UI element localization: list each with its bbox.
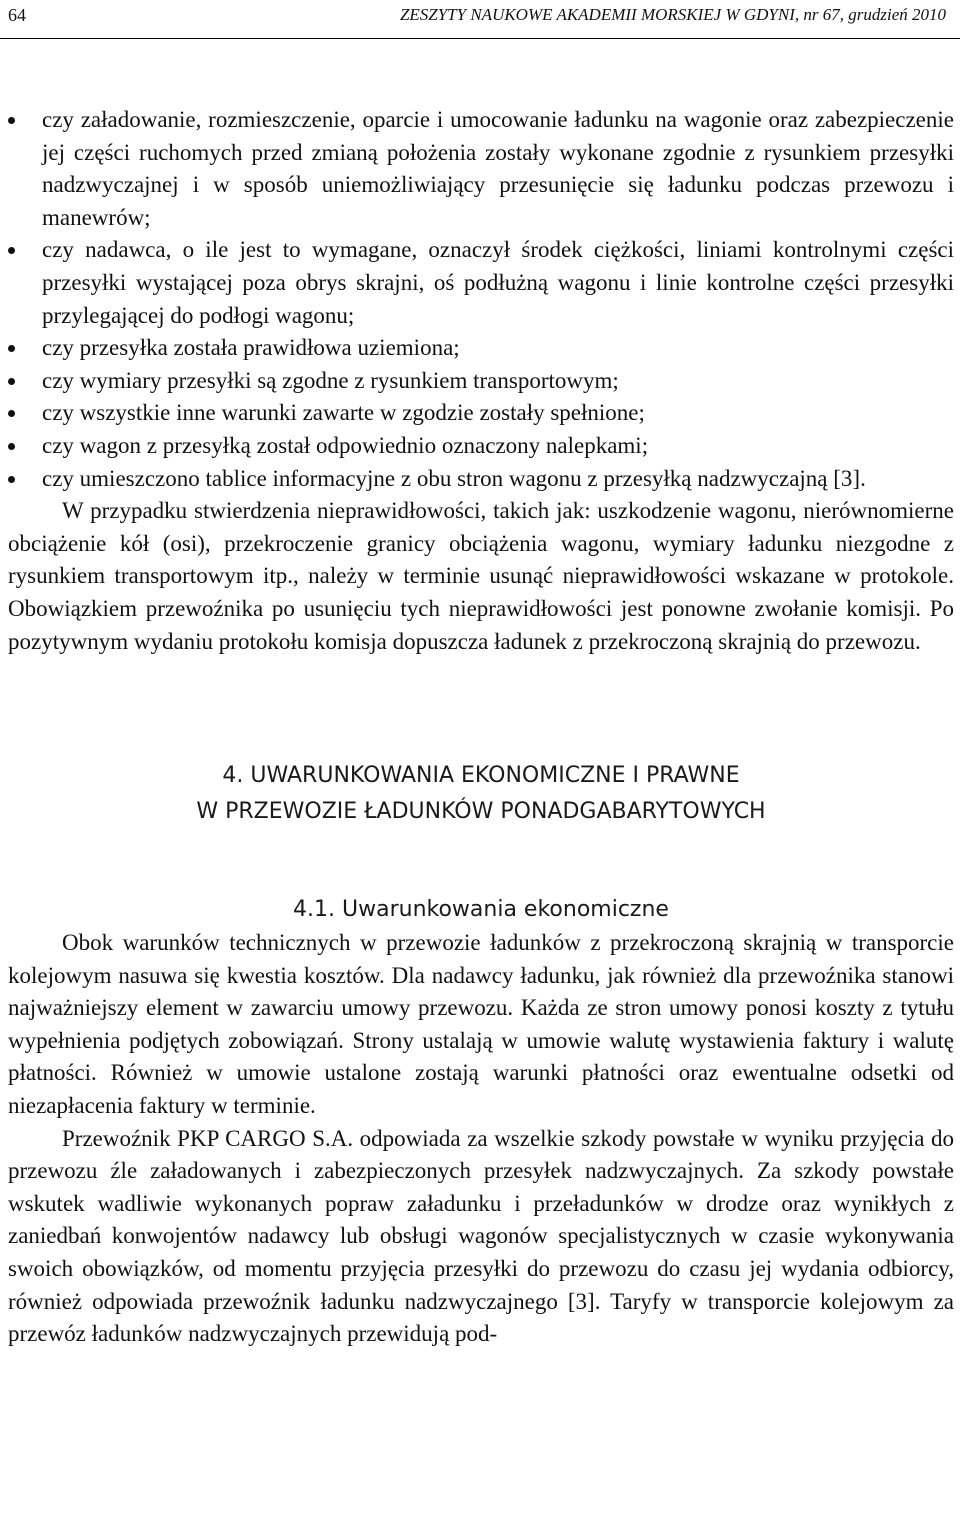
journal-running-head: ZESZYTY NAUKOWE AKADEMII MORSKIEJ W GDYNI, nr 67, grudzień 2010 [399, 5, 946, 24]
paragraph-irregularities: W przypadku stwierdzenia nieprawidłowości, takich jak: uszkodzenie wagonu, nierównomierne obciążenie kół (osi), przekroczenie granicy obciążenia wagonu, wymiary ładunku niezgodne z rysunkiem transportowym itp., należy w terminie usunąć nieprawidłowości wskazane w protokole. Obowiązkiem przewoźnika po usunięciu tych nieprawidłowości jest ponowne zwołanie komisji. Po pozytywnym wydaniu protokołu komisja dopuszcza ładunek z przekroczoną skrajnią do przewozu. [8, 498, 954, 654]
section-heading-line-1: 4. UWARUNKOWANIA EKONOMICZNE I PRAWNE [222, 763, 740, 789]
bullet-icon [8, 378, 15, 385]
bullet-icon [8, 443, 15, 450]
section-heading-line-2: W PRZEWOZIE ŁADUNKÓW PONADGABARYTOWYCH [196, 799, 766, 825]
paragraph-economic: Obok warunków technicznych w przewozie ładunków z przekroczoną skrajnią w transporcie kolejowym nasuwa się kwestia kosztów. Dla nadawcy ładunku, jak również dla przewoźnika stanowi najważniejszy element w zawarciu umowy przewozu. Każda ze stron umowy ponosi koszty z tytułu wypełnienia podjętych zobowiązań. Strony ustalają w umowie walutę wystawienia faktury i walutę płatności. Również w umowie ustalone zostają warunki płatności oraz ewentualne odsetki od niezapłacenia faktury w terminie. [8, 930, 954, 1119]
list-item [8, 365, 954, 398]
list-item [8, 332, 954, 365]
inspection-checklist [8, 104, 954, 495]
page-body [8, 104, 954, 1351]
list-item-text: czy wymiary przesyłki są zgodne z rysunkiem transportowym; [42, 367, 619, 393]
bullet-icon [8, 476, 15, 483]
list-item [8, 430, 954, 463]
list-item-text: czy nadawca, o ile jest to wymagane, oznaczył środek ciężkości, liniami kontrolnymi części przesyłki wystającej poza obrys skrajni, oś podłużną wagonu i linie kontrolne części przesyłki przylegającej do podłogi wagonu; [42, 237, 954, 328]
paragraph-carrier: Przewoźnik PKP CARGO S.A. odpowiada za wszelkie szkody powstałe w wyniku przyjęcia do przewozu źle załadowanych i zabezpieczonych przesyłek nadzwyczajnych. Za szkody powstałe wskutek wadliwie wykonanych popraw załadunku i przeładunków w drodze oraz wynikłych z zaniedbań konwojentów nadawcy lub obsługi wagonów specjalistycznych w czasie wykonywania swoich obowiązków, od momentu przyjęcia przesyłki do przewozu do czasu jej wydania odbiorcy, również odpowiada przewoźnik ładunku nadzwyczajnego [3]. Taryfy w transporcie kolejowym za przewóz ładunków nadzwyczajnych przewidują pod- [8, 1125, 954, 1347]
page-number: 64 [8, 5, 26, 25]
bullet-icon [8, 410, 15, 417]
bullet-icon [8, 345, 15, 352]
list-item-text: czy umieszczono tablice informacyjne z obu stron wagonu z przesyłką nadzwyczajną [3]. [42, 465, 866, 491]
page-header [0, 0, 960, 39]
subsection-heading: 4.1. Uwarunkowania ekonomiczne [293, 897, 669, 923]
bullet-icon [8, 117, 15, 124]
section-heading [8, 758, 954, 830]
list-item [8, 397, 954, 430]
list-item-text: czy wszystkie inne warunki zawarte w zgodzie zostały spełnione; [42, 400, 645, 426]
list-item-text: czy przesyłka została prawidłowa uziemiona; [42, 335, 460, 361]
list-item [8, 104, 954, 234]
bullet-icon [8, 247, 15, 254]
list-item-text: czy wagon z przesyłką został odpowiednio oznaczony nalepkami; [42, 432, 649, 458]
list-item [8, 463, 954, 496]
list-item [8, 234, 954, 332]
list-item-text: czy załadowanie, rozmieszczenie, oparcie i umocowanie ładunku na wagonie oraz zabezpieczenie jej części ruchomych przed zmianą położenia zostały wykonane zgodnie z rysunkiem przesyłki nadzwyczajnej i w sposób uniemożliwiający przesunięcie się ładunku podczas przewozu i manewrów; [42, 107, 954, 230]
